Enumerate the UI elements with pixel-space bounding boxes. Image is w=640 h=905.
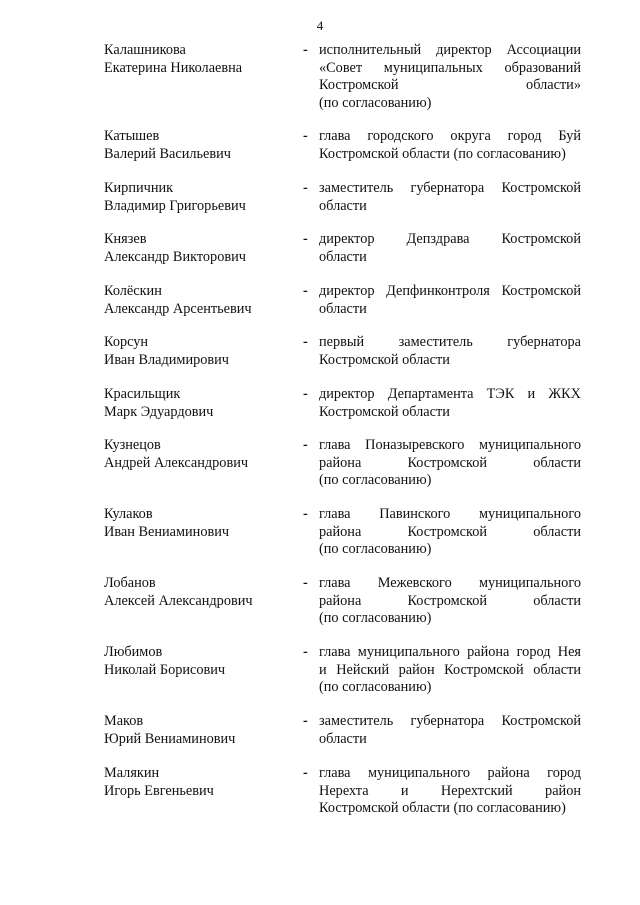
separator-dash: - [303, 713, 308, 729]
role-line: Нерехта и Нерехтский район [319, 782, 581, 799]
member-given-names: Иван Вениаминович [104, 523, 230, 540]
role-line: Костромской области (по согласованию) [319, 800, 566, 816]
member-role [319, 283, 581, 318]
separator-dash: - [303, 42, 308, 58]
role-line: (по согласованию) [319, 94, 432, 111]
member-given-names: Александр Викторович [104, 248, 246, 265]
member-given-names: Игорь Евгеньевич [104, 782, 214, 799]
member-given-names: Александр Арсентьевич [104, 300, 252, 317]
role-line: директор Департамента ТЭК и ЖКХ [319, 386, 581, 402]
role-line: Костромской области (по согласованию) [319, 145, 566, 162]
member-given-names: Екатерина Николаевна [104, 59, 243, 76]
role-line: (по согласованию) [319, 541, 432, 557]
member-surname: Лобанов [104, 575, 156, 591]
member-surname: Малякин [104, 765, 160, 781]
separator-dash: - [303, 765, 308, 781]
member-role [319, 334, 581, 369]
member-given-names: Николай Борисович [104, 661, 226, 678]
separator-dash: - [303, 334, 308, 350]
role-line: глава Поназыревского муниципального [319, 437, 581, 453]
member-role [319, 437, 581, 490]
member-surname: Князев [104, 231, 147, 247]
member-surname: Любимов [104, 644, 163, 660]
role-line: заместитель губернатора Костромской [319, 713, 581, 729]
role-line: (по согласованию) [319, 472, 432, 488]
role-line: директор Депздрава Костромской [319, 231, 581, 247]
member-role [319, 644, 581, 697]
member-surname: Красильщик [104, 386, 181, 402]
member-name [104, 42, 294, 77]
role-line: Костромской области [319, 403, 450, 420]
member-surname: Маков [104, 713, 144, 729]
separator-dash: - [303, 575, 308, 591]
role-line: заместитель губернатора Костромской [319, 180, 581, 196]
member-surname: Корсун [104, 334, 149, 350]
role-line: области [319, 248, 367, 265]
member-surname: Катышев [104, 128, 160, 144]
role-line: района Костромской области [319, 454, 581, 471]
member-name [104, 283, 294, 318]
member-surname: Кирпичник [104, 180, 174, 196]
role-line: района Костромской области [319, 592, 581, 609]
member-role [319, 765, 581, 818]
member-name [104, 231, 294, 266]
member-name [104, 180, 294, 215]
member-role [319, 180, 581, 215]
role-line: «Совет муниципальных образований [319, 59, 581, 76]
role-line: глава муниципального района город [319, 765, 581, 781]
member-given-names: Алексей Александрович [104, 592, 253, 609]
member-name [104, 128, 294, 163]
member-given-names: Андрей Александрович [104, 454, 249, 471]
member-given-names: Валерий Васильевич [104, 145, 231, 162]
role-line: директор Депфинконтроля Костромской [319, 283, 581, 299]
member-role [319, 713, 581, 748]
member-given-names: Владимир Григорьевич [104, 197, 246, 214]
member-name [104, 506, 294, 541]
member-role [319, 386, 581, 421]
member-name [104, 437, 294, 472]
member-surname: Кузнецов [104, 437, 161, 453]
separator-dash: - [303, 283, 308, 299]
member-name [104, 644, 294, 679]
member-name [104, 765, 294, 800]
role-line: Костромской области [319, 351, 450, 368]
member-name [104, 386, 294, 421]
role-line: глава муниципального района город Нея [319, 644, 581, 660]
role-line: и Нейский район Костромской области [319, 661, 581, 678]
role-line: района Костромской области [319, 523, 581, 540]
member-name [104, 713, 294, 748]
role-line: (по согласованию) [319, 610, 432, 626]
member-name [104, 334, 294, 369]
role-line: глава Межевского муниципального [319, 575, 581, 591]
separator-dash: - [303, 386, 308, 402]
member-role [319, 506, 581, 559]
member-name [104, 575, 294, 610]
role-line: (по согласованию) [319, 679, 432, 695]
role-line: глава Павинского муниципального [319, 506, 581, 522]
member-given-names: Иван Владимирович [104, 351, 229, 368]
member-role [319, 575, 581, 628]
member-given-names: Юрий Вениаминович [104, 730, 236, 747]
separator-dash: - [303, 644, 308, 660]
role-line: области [319, 300, 367, 317]
member-role [319, 231, 581, 266]
member-surname: Калашникова [104, 42, 186, 58]
page-number: 4 [316, 18, 324, 33]
role-line: глава городского округа город Буй [319, 128, 581, 144]
role-line: области [319, 197, 367, 214]
role-line: Костромской области» [319, 77, 581, 93]
member-given-names: Марк Эдуардович [104, 403, 214, 420]
separator-dash: - [303, 180, 308, 196]
member-surname: Колёскин [104, 283, 162, 299]
role-line: первый заместитель губернатора [319, 334, 581, 350]
role-line: области [319, 730, 367, 747]
member-role [319, 42, 581, 112]
separator-dash: - [303, 128, 308, 144]
member-role [319, 128, 581, 163]
separator-dash: - [303, 231, 308, 247]
separator-dash: - [303, 506, 308, 522]
role-line: исполнительный директор Ассоциации [319, 42, 581, 58]
separator-dash: - [303, 437, 308, 453]
member-surname: Кулаков [104, 506, 153, 522]
